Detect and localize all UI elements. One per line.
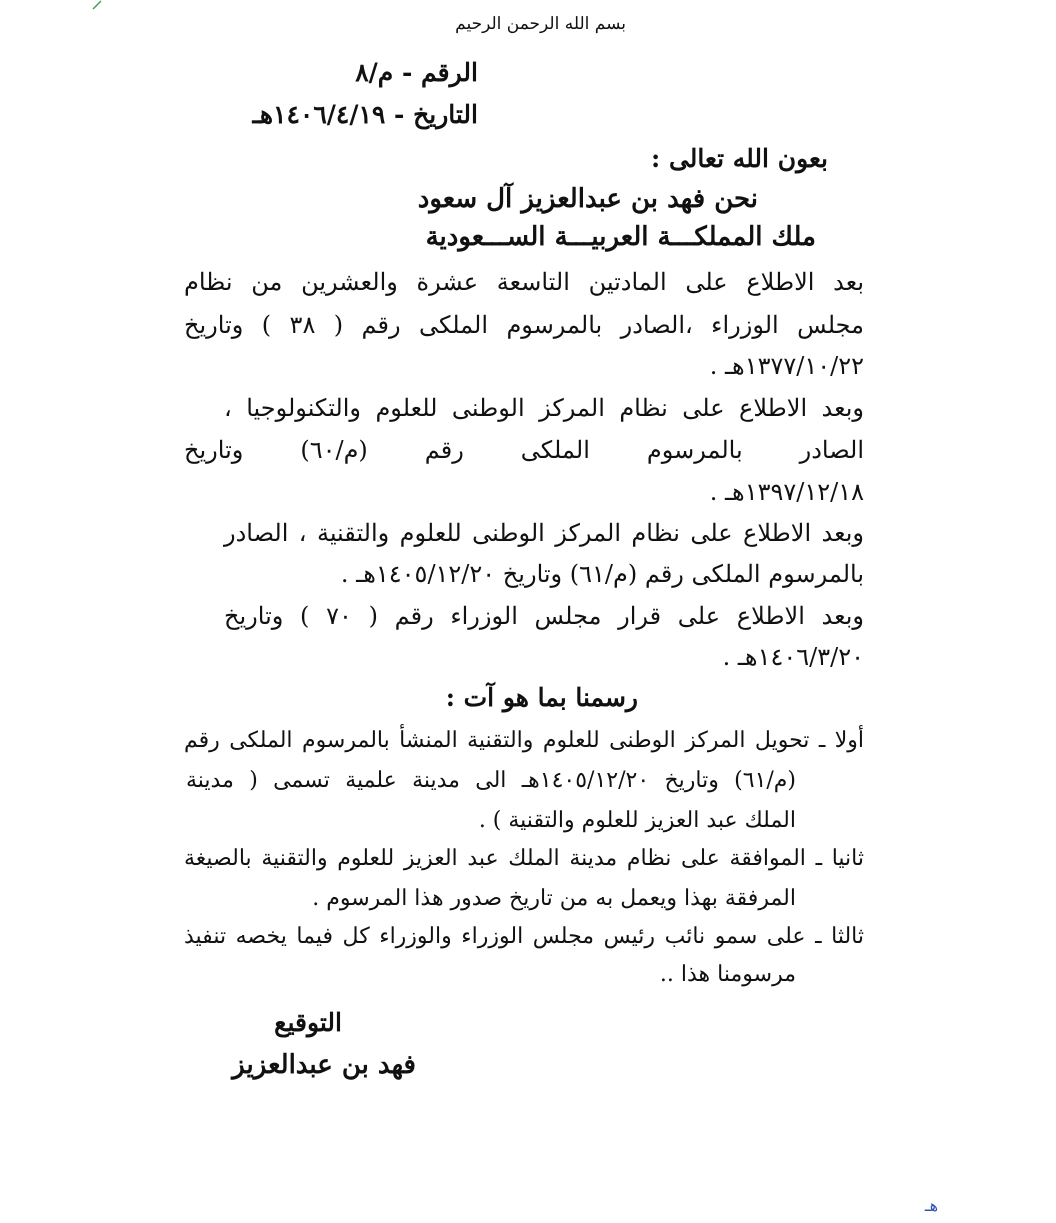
decree-heading: رسمنا بما هو آت : <box>445 683 638 712</box>
article-2-line-2: المرفقة بهذا ويعمل به من تاريخ صدور هذا المرسوم . <box>312 886 796 911</box>
preamble-2-line-2: الصادر بالمرسوم الملكى رقم (م/٦٠) وتاريخ <box>184 436 864 464</box>
preamble-2-line-3: ١٣٩٧/١٢/١٨هـ . <box>709 478 864 506</box>
article-2-line-1: ثانيا ـ الموافقة على نظام مدينة الملك عبد العزيز للعلوم والتقنية بالصيغة <box>184 846 864 871</box>
article-3-line-2: مرسومنا هذا .. <box>659 962 796 987</box>
signature-label: التوقيع <box>274 1008 342 1037</box>
king-name: نحن فهد بن عبدالعزيز آل سعود <box>417 184 758 214</box>
king-title: ملك المملكـــة العربيـــة الســـعودية <box>425 222 816 252</box>
preamble-1-line-1: بعد الاطلاع على المادتين التاسعة عشرة والعشرين من نظام <box>184 268 864 296</box>
preamble-1-line-2: مجلس الوزراء ،الصادر بالمرسوم الملكى رقم ( ٣٨ ) وتاريخ <box>184 311 865 339</box>
preamble-2-line-1: وبعد الاطلاع على نظام المركز الوطنى للعلوم والتكنولوجيا ، <box>224 394 864 422</box>
article-1-line-3: الملك عبد العزيز للعلوم والتقنية ) . <box>478 808 796 833</box>
preamble-3-line-2: بالمرسوم الملكى رقم (م/٦١) وتاريخ ١٤٠٥/١٢/٢٠هـ . <box>340 560 864 588</box>
decree-number: الرقم - م/٨ <box>355 58 478 87</box>
page-marker: هـ <box>924 1196 938 1215</box>
signatory-name: فهد بن عبدالعزيز <box>232 1050 416 1080</box>
preamble-1-line-3: ١٣٧٧/١٠/٢٢هـ . <box>709 352 864 380</box>
decree-date: التاريخ - ١٤٠٦/٤/١٩هـ <box>252 100 478 129</box>
corner-mark-icon <box>92 0 102 10</box>
opening-phrase: بعون الله تعالى : <box>651 144 828 173</box>
preamble-4-line-1: وبعد الاطلاع على قرار مجلس الوزراء رقم ( ٧٠ ) وتاريخ <box>224 602 864 630</box>
preamble-3-line-1: وبعد الاطلاع على نظام المركز الوطنى للعلوم والتقنية ، الصادر <box>224 519 864 547</box>
basmala: بسم الله الرحمن الرحيم <box>455 14 626 34</box>
article-3-line-1: ثالثا ـ على سمو نائب رئيس مجلس الوزراء والوزراء كل فيما يخصه تنفيذ <box>184 924 864 949</box>
article-1-line-2: (م/٦١) وتاريخ ١٤٠٥/١٢/٢٠هـ الى مدينة علمية تسمى ( مدينة <box>186 768 797 793</box>
article-1-line-1: أولا ـ تحويل المركز الوطنى للعلوم والتقنية المنشأ بالمرسوم الملكى رقم <box>184 728 864 753</box>
preamble-4-line-2: ١٤٠٦/٣/٢٠هـ . <box>722 643 864 671</box>
